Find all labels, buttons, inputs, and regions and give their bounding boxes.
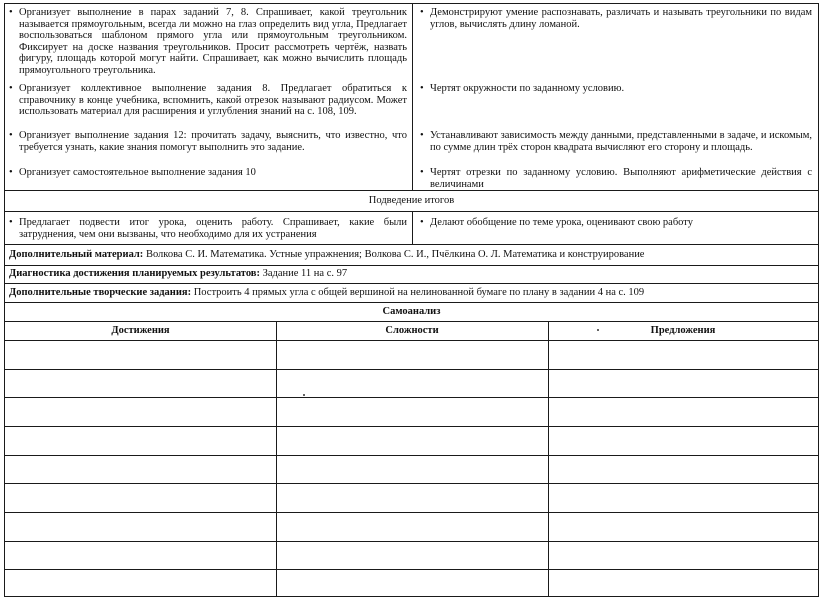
- grid-row-line: [5, 483, 818, 484]
- summary-students-text: • Делают обобщение по теме урока, оценивают свою работу: [420, 217, 812, 229]
- extra-material-row: [9, 249, 814, 261]
- grid-row-line: [5, 397, 818, 398]
- extra-material-label: Дополнительный материал:: [9, 249, 144, 260]
- creative-tasks-label: Дополнительные творческие задания:: [9, 287, 192, 298]
- row-divider: [5, 265, 818, 266]
- grid-row-line: [5, 340, 818, 341]
- teacher-activity-cell: [9, 7, 407, 77]
- lesson-plan-table: [4, 3, 819, 597]
- student-activity-text: • Чертят отрезки по заданному условию. Выполняют арифметические действия с величинами: [420, 167, 812, 190]
- teacher-activity-text: • Организует коллективное выполнение задания 8. Предлагает обратиться к справочнику в конце учебника, вспомнить, какой отрезок называют радиусом. Может использовать материал для расширения и углубления знаний на с. 108, 109.: [9, 83, 407, 118]
- scan-speck: [303, 394, 305, 396]
- column-divider: [412, 4, 413, 190]
- student-activity-cell: [420, 130, 812, 153]
- section-heading: Подведение итогов: [368, 195, 455, 206]
- student-activity-text: • Устанавливают зависимость между данными, представленными в задаче, и искомым, по сумме длин трёх сторон квадрата вычисляют его сторону и площадь.: [420, 130, 812, 153]
- row-divider: [5, 321, 818, 322]
- diagnostics-row: [9, 268, 814, 280]
- grid-row-line: [5, 512, 818, 513]
- teacher-activity-text: • Организует самостоятельное выполнение задания 10: [9, 167, 407, 179]
- teacher-activity-text: • Организует выполнение задания 12: прочитать задачу, выяснить, что известно, что требуется узнать, какие знания помогут выполнить это задание.: [9, 130, 407, 153]
- row-divider: [5, 244, 818, 245]
- teacher-activity-cell: [9, 130, 407, 153]
- student-activity-text: • Чертят окружности по заданному условию.: [420, 83, 812, 95]
- summary-students-cell: [420, 217, 812, 229]
- student-activity-cell: [420, 167, 812, 190]
- grid-row-line: [5, 455, 818, 456]
- creative-tasks-row: [9, 287, 814, 299]
- column-divider: [276, 321, 277, 597]
- creative-tasks-text: Построить 4 прямых угла с общей вершиной на нелинованной бумаге по плану в задании 4 на с. 109: [193, 287, 645, 298]
- column-header-suggestions: Предложения: [650, 325, 716, 336]
- teacher-activity-cell: [9, 83, 407, 118]
- diagnostics-label: Диагностика достижения планируемых результатов:: [9, 268, 260, 279]
- row-divider: [5, 283, 818, 284]
- extra-material-text: Волкова С. И. Математика. Устные упражнения; Волкова С. И., Пчёлкина О. Л. Математика и конструирование: [145, 249, 645, 260]
- summary-teacher-text: • Предлагает подвести итог урока, оценить работу. Спрашивает, какие были затруднения, чем они вызваны, что необходимо для их устранения: [9, 217, 407, 240]
- column-header-achievements: Достижения: [111, 325, 170, 336]
- column-divider: [412, 211, 413, 244]
- grid-row-line: [5, 541, 818, 542]
- student-activity-text: • Демонстрируют умение распознавать, различать и называть треугольники по видам углов, вычислять длину ломаной.: [420, 7, 812, 30]
- teacher-activity-cell: [9, 167, 407, 179]
- grid-row-line: [5, 569, 818, 570]
- column-divider: [548, 321, 549, 597]
- grid-row-line: [5, 369, 818, 370]
- student-activity-cell: [420, 7, 812, 30]
- grid-row-line: [5, 426, 818, 427]
- diagnostics-text: Задание 11 на с. 97: [262, 268, 348, 279]
- column-header-difficulties: Сложности: [385, 325, 439, 336]
- student-activity-cell: [420, 83, 812, 95]
- scan-speck: [597, 329, 599, 331]
- row-divider: [5, 302, 818, 303]
- teacher-activity-text: • Организует выполнение в парах заданий 7, 8. Спрашивает, какой треугольник называется прямоугольным, всегда ли можно на глаз определить вид угла, Предлагает воспользоваться шаблоном прямого угла или прямоугольным треугольником. Фиксирует на доске названия треугольников. Просит рассмотреть чертёж, назвать фигуру, площадь которой могут найти. Спрашивает, как можно вычислить площадь прямоугольного треугольника.: [9, 7, 407, 77]
- summary-teacher-cell: [9, 217, 407, 240]
- row-divider: [5, 190, 818, 191]
- self-analysis-heading: Самоанализ: [382, 306, 441, 317]
